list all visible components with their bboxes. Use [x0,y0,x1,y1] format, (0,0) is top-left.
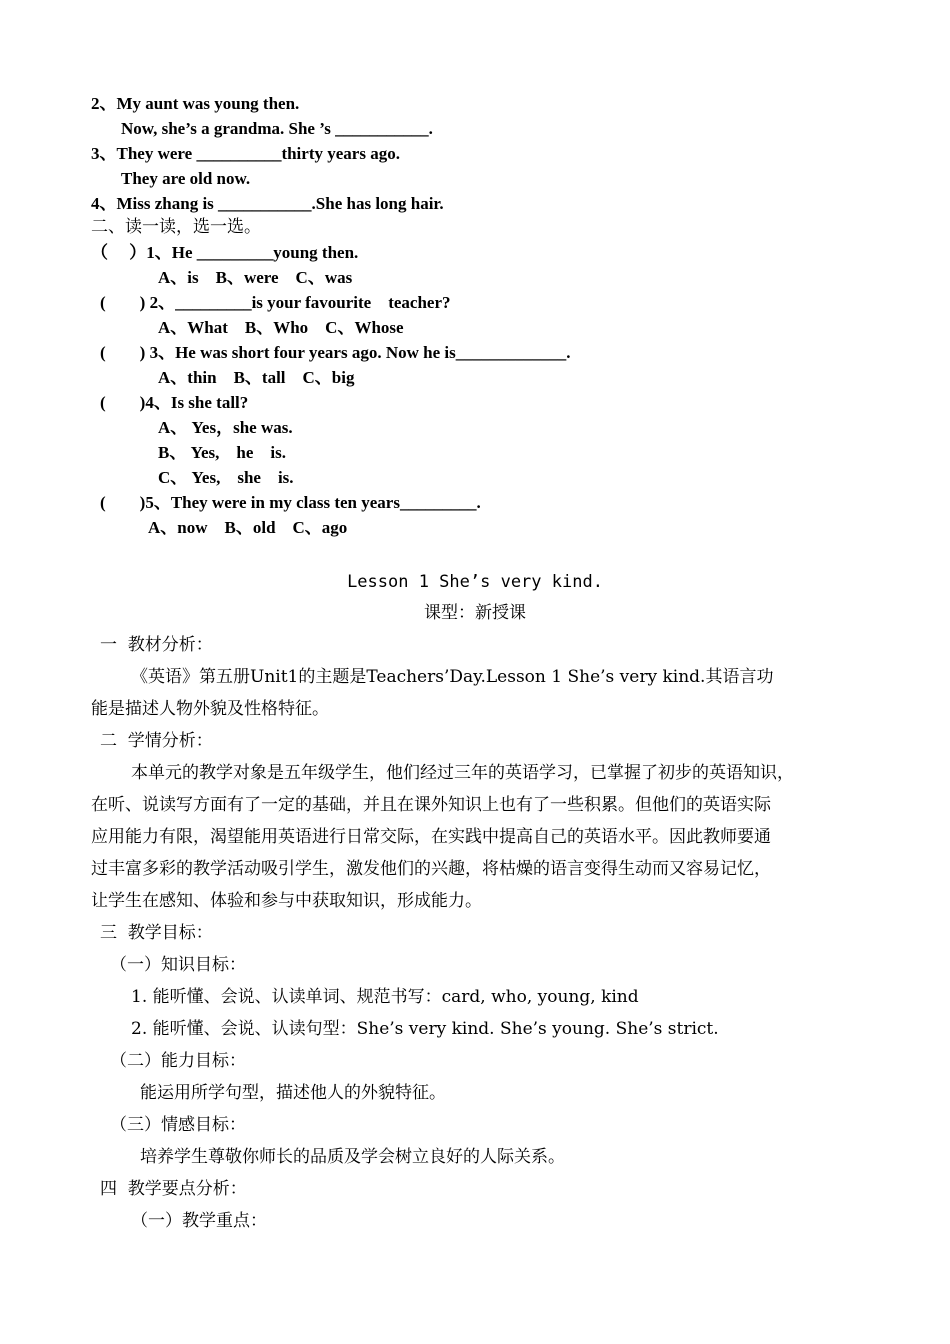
choice-question-4: ( )4、Is she tall? [100,393,249,412]
choice-question-3: ( ) 3、He was short four years ago. Now he is_____________. [100,343,571,362]
lesson-title: Lesson 1 She’s very kind. [347,572,603,592]
choice-question-1: （ ）1、He _________young then. [91,243,359,262]
objectives-ability-heading: （二）能力目标： [110,1051,246,1071]
materials-paragraph-line1: 《英语》第五册Unit1的主题是Teachers’Day.Lesson 1 She’s very kind.其语言功 [131,667,774,687]
exercise-q3-line1: 3、They were __________thirty years ago. [91,144,400,163]
exercise-q2-line2: Now, she’s a grandma. She ’s ___________. [121,119,433,138]
objectives-emotion-heading: （三）情感目标： [110,1115,246,1135]
objectives-knowledge-heading: （一）知识目标： [110,955,246,975]
section-heading-objectives: 三 教学目标： [100,923,213,943]
choice-options-2: A、What B、Who C、Whose [158,318,404,337]
students-paragraph-line4: 过丰富多彩的教学活动吸引学生，激发他们的兴趣，将枯燥的语言变得生动而又容易记忆， [91,859,771,879]
objectives-ability-text: 能运用所学句型，描述他人的外貌特征。 [140,1083,446,1103]
students-paragraph-line3: 应用能力有限，渴望能用英语进行日常交际，在实践中提高自己的英语水平。因此教师要通 [91,827,771,847]
section-heading-materials: 一 教材分析： [100,635,213,655]
objectives-knowledge-item1: 1. 能听懂、会说、认读单词、规范书写：card, who, young, kind [131,987,639,1007]
choice-options-3: A、thin B、tall C、big [158,368,355,387]
students-paragraph-line1: 本单元的教学对象是五年级学生，他们经过三年的英语学习，已掌握了初步的英语知识， [131,763,794,783]
students-paragraph-line5: 让学生在感知、体验和参与中获取知识，形成能力。 [91,891,482,911]
exercise-q4-line1: 4、Miss zhang is ___________.She has long hair. [91,194,444,213]
section-heading-students: 二 学情分析： [100,731,213,751]
materials-paragraph-line2: 能是描述人物外貌及性格特征。 [91,699,329,719]
choice-options-5: A、now B、old C、ago [148,518,348,537]
section2-heading: 二、读一读，选一选。 [91,217,261,237]
objectives-emotion-text: 培养学生尊敬你师长的品质及学会树立良好的人际关系。 [140,1147,565,1167]
choice-option-4a: A、 Yes，she was. [158,418,293,437]
choice-question-5: ( )5、They were in my class ten years_________. [100,493,481,512]
key-points-focus-heading: （一）教学重点： [131,1211,267,1231]
choice-option-4b: B、 Yes, he is. [158,443,286,462]
objectives-knowledge-item2: 2. 能听懂、会说、认读句型：She’s very kind. She’s young. She’s strict. [131,1019,719,1039]
choice-option-4c: C、 Yes, she is. [158,468,294,487]
exercise-q3-line2: They are old now. [121,169,251,188]
choice-options-1: A、is B、were C、was [158,268,353,287]
lesson-type: 课型：新授课 [424,603,526,623]
exercise-q2-line1: 2、My aunt was young then. [91,94,300,113]
section-heading-key-points: 四 教学要点分析： [100,1179,247,1199]
students-paragraph-line2: 在听、说读写方面有了一定的基础，并且在课外知识上也有了一些积累。但他们的英语实际 [91,795,771,815]
choice-question-2: ( ) 2、_________is your favourite teacher? [100,293,451,312]
